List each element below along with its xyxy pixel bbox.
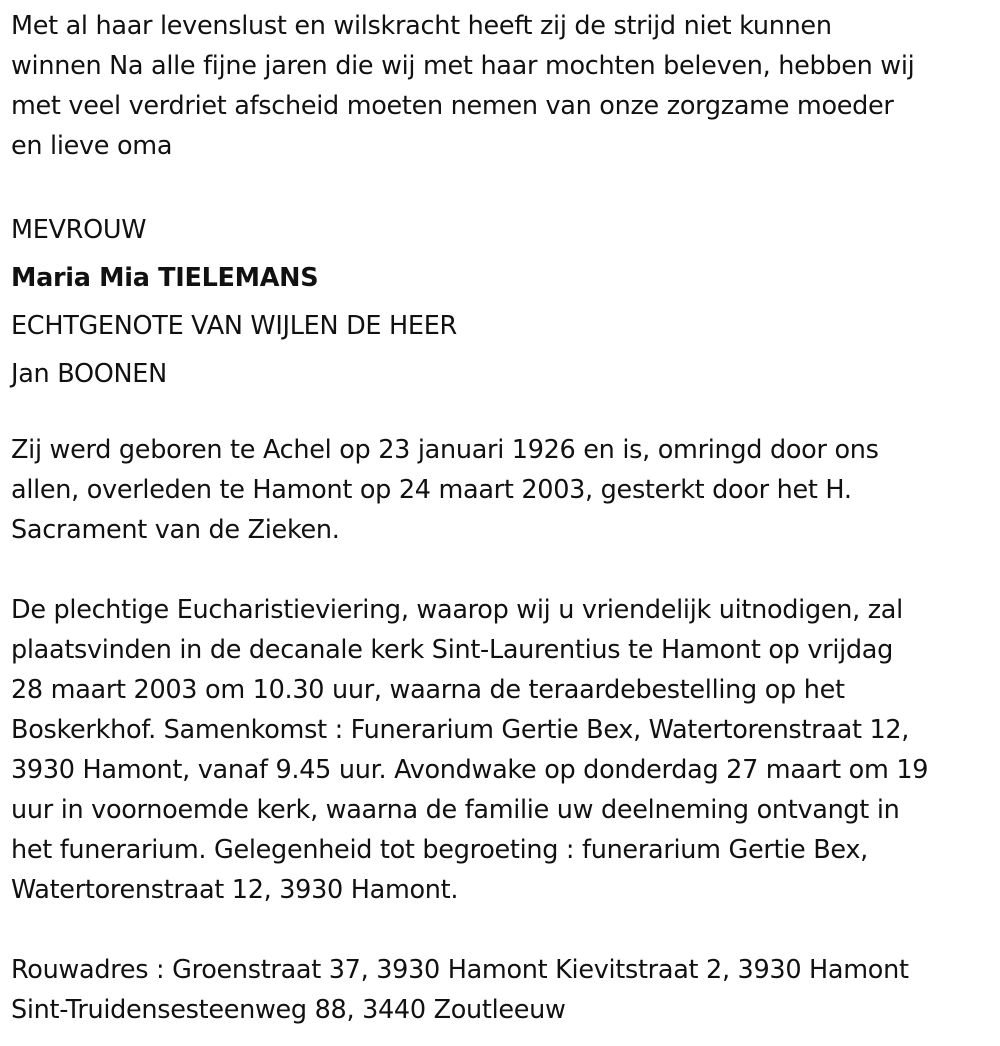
ceremony-line: 3930 Hamont, vanaf 9.45 uur. Avondwake op donderdag 27 maart om 19 [11, 755, 929, 785]
deceased-title: MEVROUW [11, 215, 147, 245]
spacer [11, 910, 996, 950]
ceremony-line: het funerarium. Gelegenheid tot begroeting : funerarium Gertie Bex, [11, 835, 868, 865]
address-line: Rouwadres : Groenstraat 37, 3930 Hamont Kievitstraat 2, 3930 Hamont [11, 955, 909, 985]
address-line: Sint-Truidensesteenweg 88, 3440 Zoutleeuw [11, 995, 566, 1025]
ceremony-line: 28 maart 2003 om 10.30 uur, waarna de teraardebestelling op het [11, 675, 845, 705]
spacer [11, 550, 996, 590]
birth-death-line: allen, overleden te Hamont op 24 maart 2003, gesterkt door het H. [11, 475, 852, 505]
ceremony-line: De plechtige Eucharistieviering, waarop wij u vriendelijk uitnodigen, zal [11, 595, 903, 625]
ceremony-line: Boskerkhof. Samenkomst : Funerarium Gertie Bex, Watertorenstraat 12, [11, 715, 910, 745]
spacer [11, 166, 996, 206]
intro-line: winnen Na alle fijne jaren die wij met haar mochten beleven, hebben wij [11, 51, 915, 81]
address-paragraph [11, 950, 996, 1030]
intro-line: en lieve oma [11, 131, 173, 161]
intro-paragraph [11, 6, 996, 166]
spouse-name: Jan BOONEN [11, 359, 167, 389]
intro-line: met veel verdriet afscheid moeten nemen van onze zorgzame moeder [11, 91, 894, 121]
intro-line: Met al haar levenslust en wilskracht heeft zij de strijd niet kunnen [11, 11, 832, 41]
deceased-name: Maria Mia TIELEMANS [11, 263, 319, 293]
spacer [11, 398, 996, 430]
deceased-block [11, 206, 996, 398]
ceremony-line: plaatsvinden in de decanale kerk Sint-Laurentius te Hamont op vrijdag [11, 635, 893, 665]
ceremony-line: uur in voornoemde kerk, waarna de familie uw deelneming ontvangt in [11, 795, 900, 825]
birth-death-line: Sacrament van de Zieken. [11, 515, 340, 545]
ceremony-line: Watertorenstraat 12, 3930 Hamont. [11, 875, 459, 905]
birth-death-line: Zij werd geboren te Achel op 23 januari 1926 en is, omringd door ons [11, 435, 879, 465]
obituary-document [11, 6, 996, 1030]
deceased-relation: ECHTGENOTE VAN WIJLEN DE HEER [11, 311, 457, 341]
ceremony-paragraph [11, 590, 996, 910]
birth-death-paragraph [11, 430, 996, 550]
